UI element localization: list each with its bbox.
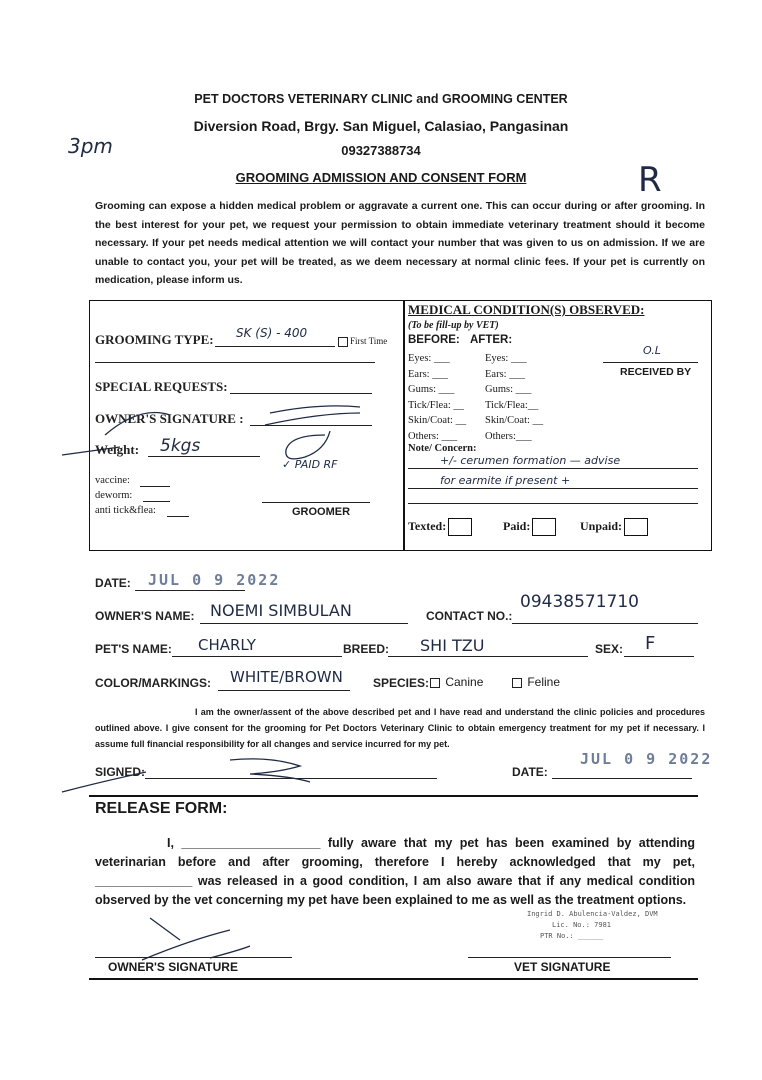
date-stamp: JUL 0 9 2022: [148, 571, 281, 589]
signed-date-stamp: JUL 0 9 2022: [580, 750, 713, 768]
pet-name-line: [172, 656, 342, 657]
before-item[interactable]: Others: ___: [408, 430, 458, 442]
paid-checkbox[interactable]: [532, 518, 556, 536]
first-time-label: First Time: [350, 336, 388, 346]
vet-signature-line[interactable]: [468, 957, 671, 958]
before-item[interactable]: Gums: ___: [408, 384, 455, 395]
breed-label: BREED:: [343, 642, 390, 656]
breed-line: [388, 656, 588, 657]
note-label: Note/ Concern:: [408, 443, 477, 454]
texted-checkbox[interactable]: [448, 518, 472, 536]
after-label: AFTER:: [470, 334, 513, 346]
form-title: GROOMING ADMISSION AND CONSENT FORM: [235, 170, 527, 185]
unpaid-option[interactable]: Unpaid:: [580, 518, 648, 536]
vet-ptr: PTR No.: ______: [540, 932, 604, 940]
contact-label: CONTACT NO.:: [426, 609, 513, 623]
before-item[interactable]: Tick/Flea: __: [408, 399, 464, 411]
medical-subtitle: (To be fill-up by VET): [408, 320, 499, 331]
before-label: BEFORE:: [408, 334, 460, 346]
release-top-rule: [89, 795, 698, 797]
pet-name-label: PET'S NAME:: [95, 642, 172, 656]
after-item[interactable]: Eyes: ___: [485, 353, 527, 364]
received-by-label: RECEIVED BY: [620, 366, 692, 378]
texted-option[interactable]: Texted:: [408, 518, 472, 536]
after-item[interactable]: Others:___: [485, 430, 532, 442]
color-label: COLOR/MARKINGS:: [95, 676, 211, 690]
feline-option[interactable]: Feline: [512, 675, 560, 689]
owner-signature-label: OWNER'S SIGNATURE :: [95, 411, 244, 426]
sex-value[interactable]: F: [645, 633, 656, 654]
first-time-option[interactable]: [338, 336, 387, 347]
grooming-type-line: [215, 346, 335, 347]
color-line: [218, 690, 350, 691]
antitick-line[interactable]: [167, 516, 189, 517]
grooming-type-label: GROOMING TYPE:: [95, 332, 214, 347]
after-items: [485, 351, 543, 444]
after-item[interactable]: Ears: ___: [485, 368, 525, 380]
before-item[interactable]: Ears: ___: [408, 368, 448, 380]
release-title: RELEASE FORM:: [95, 800, 228, 817]
intro-paragraph: Grooming can expose a hidden medical problem or aggravate a current one. This can occur during or after grooming. In the best interest for your pet, we request your permission to obtain immediate veterinary treatment should it become necessary. If your pet needs medical attention we will contact your number that was given to us on admission. If we are unable to contact you, your pet will be treated, as we deem necessary at normal clinic fees. If your pet is currently on medication, please inform us.: [95, 200, 705, 286]
vet-license: Lic. No.: 7981: [552, 921, 612, 929]
owner-name-label: OWNER'S NAME:: [95, 609, 195, 623]
clinic-address: Diversion Road, Brgy. San Miguel, Calasiao, Pangasinan: [193, 118, 569, 134]
sex-line: [624, 656, 694, 657]
groomer-line[interactable]: [262, 502, 370, 503]
before-item[interactable]: Skin/Coat: __: [408, 415, 467, 426]
deworm-line[interactable]: [143, 501, 170, 502]
after-item[interactable]: Skin/Coat: __: [485, 415, 544, 426]
owner-name-line: [200, 623, 408, 624]
note-rule-2: [408, 488, 698, 489]
pet-name-value[interactable]: CHARLY: [198, 636, 256, 654]
medical-title: MEDICAL CONDITION(S) OBSERVED:: [408, 302, 645, 317]
grooming-extra-line: [95, 362, 375, 363]
consent-paragraph: I am the owner/assent of the above described pet and I have read and understand the clinic policies and procedures outlined above. I give consent for the grooming for Pet Doctors Veterinary Clinic to obtain emergency treatment for my pet if necessary. I assume full financial responsibility for all changes and service incurred for my pet.: [95, 707, 705, 749]
groomer-label: GROOMER: [292, 506, 351, 518]
signed-label: SIGNED:: [95, 765, 146, 779]
release-owner-signature-label: OWNER'S SIGNATURE: [108, 960, 238, 974]
color-value[interactable]: WHITE/BROWN: [230, 668, 343, 686]
sex-label: SEX:: [595, 642, 624, 656]
clinic-name: PET DOCTORS VETERINARY CLINIC and GROOMING CENTER: [194, 92, 568, 106]
after-item[interactable]: Gums: ___: [485, 384, 532, 395]
vaccine-label: vaccine:: [95, 475, 130, 486]
vaccine-line[interactable]: [140, 486, 170, 487]
before-item[interactable]: Eyes: ___: [408, 353, 450, 364]
special-requests-label: SPECIAL REQUESTS:: [95, 379, 228, 394]
weight-line: [148, 456, 260, 457]
species-label: SPECIES:: [373, 676, 430, 690]
note-line-2[interactable]: for earmite if present +: [440, 474, 571, 487]
feline-checkbox[interactable]: [512, 678, 522, 688]
after-item[interactable]: Tick/Flea:__: [485, 399, 539, 411]
weight-label: Weight:: [95, 442, 140, 457]
clinic-phone: 09327388734: [341, 143, 421, 158]
owner-signature-release-line[interactable]: [95, 957, 292, 958]
release-paragraph: I, ____________________ fully aware that my pet has been examined by attending veterinarian before and after grooming, therefore I hereby acknowledged that my pet, ______________ was released in a good condition, I am also aware that if any medical condition observed by the vet concerning my pet have been explained to me as well as the treatment options.: [95, 836, 695, 907]
canine-option[interactable]: Canine: [430, 675, 483, 689]
handwritten-time: 3pm: [68, 134, 113, 158]
canine-checkbox[interactable]: [430, 678, 440, 688]
release-bottom-rule: [89, 978, 698, 980]
owner-name-value[interactable]: NOEMI SIMBULAN: [210, 601, 352, 620]
unpaid-checkbox[interactable]: [624, 518, 648, 536]
grooming-type-value[interactable]: SK (S) - 400: [236, 326, 308, 340]
paid-note: ✓ PAID RF: [282, 458, 338, 471]
first-time-checkbox[interactable]: [338, 337, 348, 347]
contact-line: [512, 623, 698, 624]
before-items: [408, 351, 466, 444]
received-by-line[interactable]: [603, 362, 698, 363]
weight-value[interactable]: 5kgs: [160, 436, 201, 456]
received-by-value: O.L: [643, 344, 661, 357]
note-rule-3: [408, 503, 698, 504]
special-requests-line[interactable]: [230, 393, 372, 394]
signed-date-line: [552, 778, 692, 779]
vet-name: Ingrid D. Abulencia-Valdez, DVM: [527, 910, 658, 918]
vet-signature-label: VET SIGNATURE: [514, 960, 611, 974]
date-label: DATE:: [95, 576, 131, 590]
note-line-1[interactable]: +/- cerumen formation — advise: [440, 454, 621, 467]
deworm-label: deworm:: [95, 490, 133, 501]
owner-consent-signature: [60, 742, 320, 798]
signed-date-label: DATE:: [512, 765, 548, 779]
paid-option[interactable]: Paid:: [503, 518, 556, 536]
box-divider: [403, 300, 405, 551]
contact-value[interactable]: 09438571710: [520, 592, 639, 612]
breed-value[interactable]: SHI TZU: [420, 636, 485, 655]
antitick-label: anti tick&flea:: [95, 505, 156, 516]
date-line: [135, 590, 245, 591]
handwritten-initial: R: [638, 160, 662, 200]
note-rule-1: [408, 468, 698, 469]
